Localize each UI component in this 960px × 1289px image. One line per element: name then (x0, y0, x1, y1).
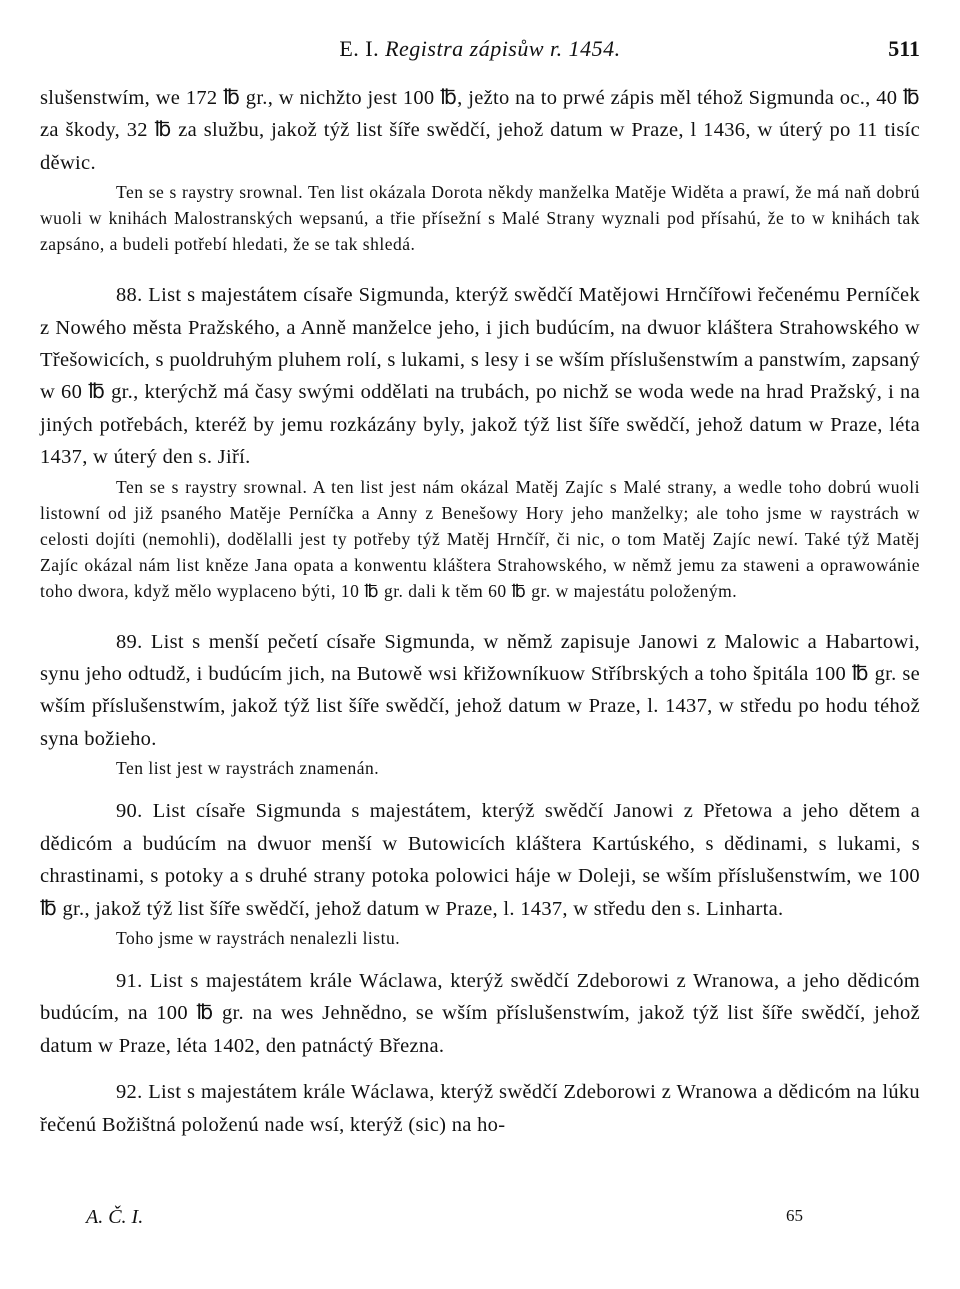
entry-91 (40, 965, 920, 1062)
page-body (40, 82, 920, 1141)
page-number: 511 (888, 36, 920, 61)
signature-mark: A. Č. I. (86, 1206, 144, 1228)
note-text: Ten list jest w raystrách znamenán. (116, 758, 380, 779)
entry-88 (40, 279, 920, 473)
part-label: E. I. (339, 36, 380, 61)
page-footer (86, 1206, 826, 1230)
register-note (40, 474, 920, 604)
running-title: Registra zápisůw r. 1454. (385, 36, 621, 61)
paragraph-text: slušenstwím, we 172 ℔ gr., w nichžto jest 100 ℔, ježto na to prwé zápis měl téhož Sigmunda oc., 40 ℔ za škody, 32 ℔ za službu, jakož týž list šíře swědčí, jehož datum w Praze, l 1436, w úterý po 11 tisíc děwic. (40, 87, 920, 174)
entry-text: List s majestátem císaře Sigmunda, kterýž swědčí Matějowi Hrnčířowi řečenému Perníček z Nowého města Pražského, a Anně manželce jeho, i jich budúcím, na dwuor kláštera Strahowského w Třešowicích, s puoldruhým pluhem rolí, s lukami, s lesy i se wším příslušenstwím a panstwím, zapsaný w 60 ℔ gr., kterýchž má časy swými oddělati na trubách, po nichž se woda wede na hrad Pražský, i na jiných potřebách, kteréž by jemu rozkázány byly, jakož týž list šíře swědčí, jehož datum w Praze, léta 1437, w úterý den s. Jiří. (40, 284, 920, 469)
entry-number: 89. (116, 630, 143, 653)
sheet-number: 65 (786, 1206, 803, 1225)
entry-90 (40, 795, 920, 925)
running-head (0, 36, 960, 62)
register-note (40, 925, 920, 951)
entry-number: 92. (116, 1081, 143, 1104)
entry-text: List s menší pečetí císaře Sigmunda, w němž zapisuje Janowi z Malowic a Habartowi, synu jeho odtudž, i budúcím jich, na Butowě wsi křižowníkuow Stříbrských a toho špitála 100 ℔ gr. se wším příslušenstwím, jakož týž list šíře swědčí, jehož datum w Praze, l. 1437, w středu po hodu téhož syna božieho. (40, 630, 920, 750)
entry-number: 90. (116, 800, 143, 823)
entry-text: List s majestátem krále Wáclawa, kterýž swědčí Zdeborowi z Wranowa, a jeho dědicóm budúcím, na 100 ℔ gr. na wes Jehnědno, se wším příslušenstwím, jakož týž list šíře swědčí, jehož datum w Praze, léta 1402, den patnáctý Března. (40, 969, 920, 1057)
page-header (0, 36, 960, 68)
note-text: Ten se s raystry srownal. A ten list jest nám okázal Matěj Zajíc s Malé strany, a wedle toho dobrú wuoli listowní od již psaného Matěje Perníčka a Anny z Benešowy Hory jeho manželky; ale toho jsme w raystrách w celosti dojíti (nemohli), dodělalli jest ty potřeby týž Matěj Hrnčíř, či nic, o tom Matěj Zajíc newí. Také týž Matěj Zajíc okázal nám list kněze Jana opata a konwentu kláštera Strahowského, w němž jemu za staweni a oprawowánie toho dwora, když mělo wyplaceno býti, 10 ℔ gr. dali k těm 60 ℔ gr. w majestátu položeným. (40, 476, 920, 601)
note-text: Ten se s raystry srownal. Ten list okázala Dorota někdy manželka Matěje Widěta a prawí, že má naň dobrú wuoli w knihách Malostranských wepsanú, a třie přísežní s Malé Strany wyznali pod přísahú, že to w knihách tak zapsáno, a budeli potřebí hledati, že se tak shledá. (40, 182, 920, 255)
entry-89 (40, 626, 920, 756)
register-note (40, 755, 920, 781)
entry-text: List s majestátem krále Wáclawa, kterýž swědčí Zdeborowi z Wranowa a dědicóm na lúku řečenú Božištná položenú nade wsí, kterýž (sic) na ho- (40, 1081, 920, 1136)
register-note (40, 179, 920, 257)
entry-number: 91. (116, 969, 143, 992)
note-text: Toho jsme w raystrách nenalezli listu. (116, 927, 401, 948)
entry-text: List císaře Sigmunda s majestátem, kterýž swědčí Janowi z Přetowa a jeho dětem a dědicóm a budúcím na dwuor menší w Butowicích kláštera Kartúského, s dědinami, s lukami, s chrastinami, s potoky a s druhé strany potoka polowici háje w Doleji, se wším příslušenstwím, we 100 ℔ gr., jakož týž list šíře swědčí, jehož datum w Praze, l. 1437, w středu den s. Linharta. (40, 800, 921, 920)
paragraph-continuation (40, 82, 920, 179)
entry-number: 88. (116, 284, 143, 307)
entry-92 (40, 1076, 920, 1141)
